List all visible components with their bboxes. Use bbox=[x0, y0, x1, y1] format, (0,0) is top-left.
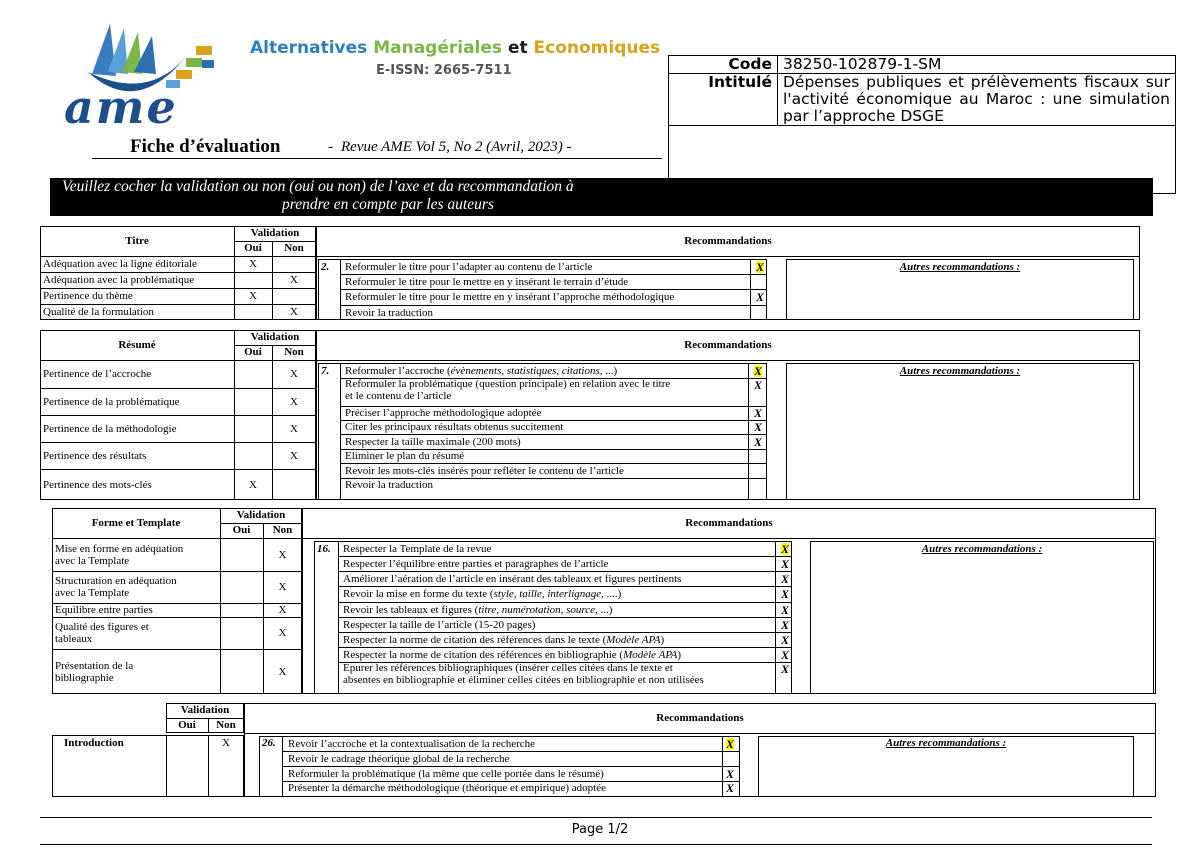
criterion-label: avec la Template bbox=[55, 554, 130, 567]
criterion-label: Qualité des figures et bbox=[55, 621, 149, 633]
row-divider bbox=[40, 256, 316, 257]
recommendation-text: Revoir les tableaux et figures (titre, numérotation, source, ...) bbox=[343, 603, 613, 616]
recommendation-text: Respecter la norme de citation des références dans le texte (Modèle APA) bbox=[343, 633, 665, 646]
recommendation-text: Reformuler la problématique (question principale) en relation avec le titre bbox=[345, 378, 671, 390]
row-divider bbox=[340, 305, 767, 306]
other-recommendations-box bbox=[810, 541, 1154, 694]
recommendation-text: absentes en bibliographie et éliminer celles citées en bibliographie et non utilisées bbox=[343, 674, 704, 686]
row-divider bbox=[316, 256, 1140, 257]
code-label: Code bbox=[669, 56, 778, 74]
row-divider bbox=[40, 272, 316, 273]
oui-header: Oui bbox=[244, 346, 262, 358]
validation-header: Validation bbox=[236, 509, 286, 521]
non-mark: X bbox=[290, 274, 298, 286]
recommendation-text: Respecter la norme de citation des références en bibliographie (Modèle APA) bbox=[343, 648, 682, 661]
non-header: Non bbox=[284, 242, 304, 254]
check-mark: X bbox=[726, 781, 735, 795]
non-mark: X bbox=[278, 548, 287, 561]
row-divider bbox=[40, 469, 316, 470]
row-divider bbox=[52, 617, 302, 618]
non-header: Non bbox=[216, 719, 236, 731]
validation-header: Validation bbox=[250, 227, 300, 239]
section-heading: Introduction bbox=[64, 737, 124, 749]
row-divider bbox=[316, 360, 1140, 361]
criterion-label: Qualité de la formulation bbox=[43, 306, 154, 318]
recommendation-text: Respecter la taille de l’article (15-20 pages) bbox=[343, 618, 536, 631]
criterion-label: Structuration en adéquation bbox=[55, 575, 177, 587]
recommendation-text: Revoir les mots-clés insérés pour refléter le contenu de l’article bbox=[345, 464, 624, 477]
journal-title: Alternatives Managériales et Economiques bbox=[250, 38, 661, 58]
fiche-subtitle: - Revue AME Vol 5, No 2 (Avril, 2023) - bbox=[328, 139, 572, 155]
check-mark: X bbox=[781, 541, 790, 556]
issn: E-ISSN: 2665-7511 bbox=[376, 63, 512, 78]
row-divider bbox=[244, 733, 1156, 734]
recommendation-text: Respecter la Template de la revue bbox=[343, 542, 492, 555]
intitule-value: Dépenses publiques et prélèvements fiscaux sur l'activité économique au Maroc : une simulation par l’approche DSGE bbox=[778, 74, 1176, 126]
non-header: Non bbox=[284, 346, 304, 358]
criterion-label: tableaux bbox=[55, 633, 93, 645]
row-divider bbox=[40, 415, 316, 416]
non-mark: X bbox=[290, 306, 298, 318]
criterion-label: Présentation de la bbox=[55, 659, 134, 672]
criterion-label: Pertinence du thème bbox=[43, 290, 133, 302]
validation-header: Validation bbox=[250, 331, 300, 343]
oui-mark: X bbox=[249, 478, 257, 491]
journal-logo bbox=[58, 14, 228, 132]
check-mark: X bbox=[726, 736, 735, 751]
non-mark: X bbox=[290, 395, 298, 408]
check-mark: X bbox=[781, 647, 790, 662]
recommendations-header: Recommandations bbox=[684, 339, 772, 351]
criterion-label: avec la Template bbox=[55, 587, 130, 599]
criterion-label: Adéquation avec la ligne éditoriale bbox=[43, 258, 197, 270]
row-divider bbox=[40, 360, 316, 361]
check-mark: X bbox=[781, 617, 790, 632]
other-recommendations-label: Autres recommandations : bbox=[921, 543, 1043, 555]
recommendation-text: Respecter l’équilibre entre parties et paragraphes de l’article bbox=[343, 557, 609, 570]
column-divider bbox=[748, 363, 749, 500]
section-heading: Résumé bbox=[118, 339, 156, 351]
criterion-label: Equilibre entre parties bbox=[55, 604, 153, 616]
non-mark: X bbox=[278, 604, 287, 616]
recommendation-number: 7. bbox=[321, 365, 330, 377]
code-value: 38250-102879-1-SM bbox=[778, 56, 1176, 74]
recommendation-text: Reformuler le titre pour le mettre en y insérant l’approche méthodologique bbox=[345, 291, 675, 303]
recommendation-number: 2. bbox=[321, 261, 330, 273]
recommendation-text: Reformuler la problématique (la même que celle portée dans le résumé) bbox=[288, 767, 604, 780]
recommendation-text: Epurer les références bibliographiques (insérer celles citées dans le texte et bbox=[343, 662, 673, 674]
oui-mark: X bbox=[249, 290, 257, 302]
criterion-label: Pertinence de la problématique bbox=[43, 395, 180, 408]
non-mark: X bbox=[290, 449, 298, 462]
check-mark: X bbox=[781, 556, 790, 571]
check-mark: X bbox=[754, 406, 763, 420]
non-mark: X bbox=[278, 581, 287, 593]
criterion-label: Pertinence de l’accroche bbox=[43, 368, 152, 380]
column-divider bbox=[340, 363, 341, 500]
non-header: Non bbox=[272, 524, 293, 536]
oui-header: Oui bbox=[178, 719, 196, 731]
oui-header: Oui bbox=[232, 524, 251, 536]
footer-rule bbox=[40, 817, 1152, 818]
intitule-label: Intitulé bbox=[669, 74, 778, 126]
recommendation-text: Respecter la taille maximale (200 mots) bbox=[345, 435, 521, 448]
recommendation-text: Eliminer le plan du résumé bbox=[345, 450, 465, 462]
row-divider bbox=[40, 304, 316, 305]
check-mark: X bbox=[756, 259, 765, 274]
criterion-label: Pertinence des résultats bbox=[43, 449, 147, 462]
recommendation-text: Revoir le cadrage théorique global de la recherche bbox=[288, 752, 510, 765]
recommendation-text: Citer les principaux résultats obtenus succitement bbox=[345, 421, 564, 433]
check-mark: X bbox=[726, 766, 735, 781]
title-rule bbox=[92, 158, 662, 159]
recommendations-header: Recommandations bbox=[685, 517, 773, 529]
article-info-box bbox=[668, 55, 1176, 194]
other-recommendations-label: Autres recommandations : bbox=[899, 261, 1021, 273]
check-mark: X bbox=[754, 420, 763, 434]
other-recommendations-label: Autres recommandations : bbox=[885, 737, 1007, 749]
non-mark: X bbox=[278, 665, 287, 678]
check-mark: X bbox=[756, 290, 765, 304]
instruction-banner bbox=[50, 178, 1153, 216]
recommendation-text: Préciser l’approche méthodologique adoptée bbox=[345, 407, 542, 419]
validation-header: Validation bbox=[180, 704, 230, 716]
recommendation-text: Revoir la mise en forme du texte (style, taille, interlignage, ....) bbox=[343, 588, 622, 600]
row-divider bbox=[52, 538, 302, 539]
check-mark: X bbox=[781, 602, 790, 617]
row-divider bbox=[340, 289, 767, 290]
other-recommendations-box bbox=[786, 363, 1134, 500]
recommendation-text: Revoir l’accroche et la contextualisation de la recherche bbox=[288, 737, 536, 750]
banner-line-2: prendre en compte par les auteurs bbox=[282, 196, 494, 213]
page-number: Page 1/2 bbox=[571, 822, 629, 837]
recommendation-text: Reformuler le titre pour l’adapter au contenu de l’article bbox=[345, 260, 593, 273]
row-divider bbox=[338, 586, 792, 587]
column-divider bbox=[166, 735, 167, 797]
banner-line-1: Veuillez cocher la validation ou non (oui ou non) de l’axe et da recommandation à bbox=[62, 178, 574, 195]
criterion-label: bibliographie bbox=[55, 671, 114, 684]
oui-header: Oui bbox=[244, 242, 262, 254]
recommendation-text: Reformuler le titre pour le mettre en y insérant le terrain d’étude bbox=[345, 275, 629, 288]
section-heading: Forme et Template bbox=[91, 517, 181, 529]
non-mark: X bbox=[290, 422, 298, 435]
non-mark: X bbox=[290, 368, 298, 380]
non-mark: X bbox=[222, 737, 230, 749]
recommendation-text: Améliorer l’aération de l’article en insérant des tableaux et figures pertinents bbox=[343, 572, 682, 585]
criterion-label: Mise en forme en adéquation bbox=[55, 542, 184, 555]
check-mark: X bbox=[781, 632, 790, 647]
recommendation-text: Revoir la traduction bbox=[345, 479, 433, 491]
recommendations-header: Recommandations bbox=[656, 712, 744, 724]
fiche-title: Fiche d’évaluation bbox=[130, 136, 281, 157]
recommendation-text: et le contenu de l’article bbox=[345, 390, 452, 402]
check-mark: X bbox=[781, 571, 790, 586]
check-mark: X bbox=[781, 662, 790, 676]
non-mark: X bbox=[278, 627, 287, 639]
row-divider bbox=[40, 442, 316, 443]
footer-rule bbox=[40, 844, 1152, 845]
row-divider bbox=[40, 288, 316, 289]
row-divider bbox=[52, 571, 302, 572]
other-recommendations-label: Autres recommandations : bbox=[899, 365, 1021, 377]
criterion-label: Adéquation avec la problématique bbox=[43, 274, 195, 286]
recommendation-text: Revoir la traduction bbox=[345, 307, 433, 319]
check-mark: X bbox=[781, 587, 790, 601]
check-mark: X bbox=[754, 434, 763, 449]
row-divider bbox=[40, 388, 316, 389]
check-mark: X bbox=[754, 378, 763, 392]
recommendation-text: Reformuler l’accroche (évènements, statistiques, citations, ...) bbox=[345, 364, 618, 377]
recommendation-text: Présenter la démarche méthodologique (théorique et empirique) adoptée bbox=[288, 782, 606, 794]
oui-mark: X bbox=[249, 258, 257, 270]
criterion-label: Pertinence de la méthodologie bbox=[43, 422, 177, 435]
row-divider bbox=[302, 538, 1156, 539]
logo-text: ame bbox=[64, 80, 178, 134]
recommendation-number: 26. bbox=[262, 737, 276, 749]
recommendations-header: Recommandations bbox=[684, 235, 772, 247]
section-heading: Titre bbox=[125, 235, 149, 247]
recommendation-number: 16. bbox=[317, 543, 331, 555]
criterion-label: Pertinence des mots-clés bbox=[43, 478, 152, 491]
row-divider bbox=[52, 649, 302, 650]
check-mark: X bbox=[754, 363, 763, 378]
